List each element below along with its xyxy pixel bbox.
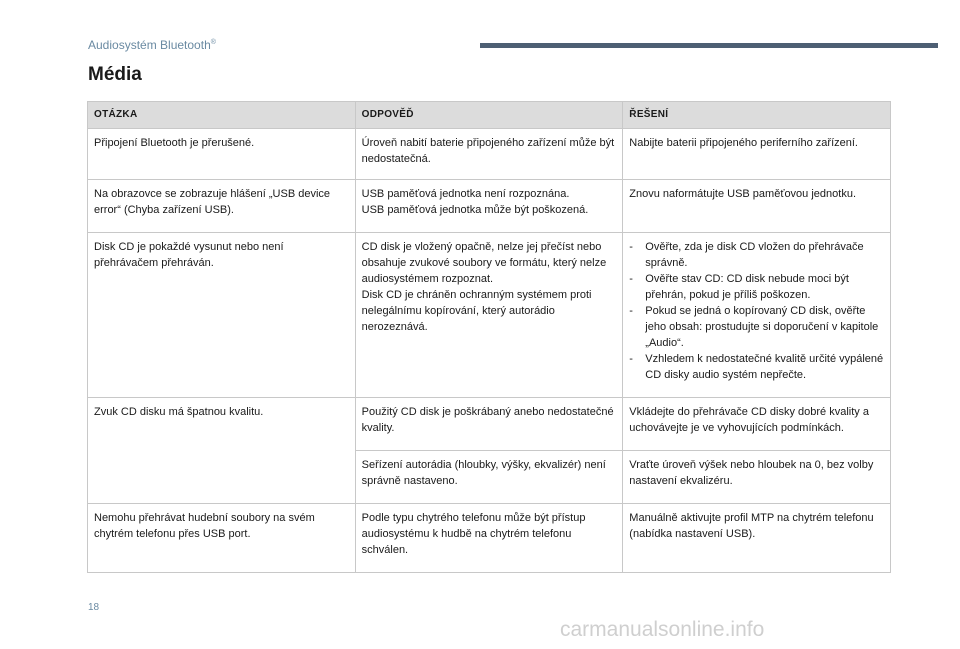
question-cell bbox=[88, 180, 356, 233]
header-accent-bar bbox=[480, 43, 938, 48]
solution-list-item: - Ověřte stav CD: CD disk nebude moci být přehrán, pokud je příliš poškozen. bbox=[629, 271, 884, 303]
column-header-question: OTÁZKA bbox=[88, 102, 356, 129]
registered-mark: ® bbox=[210, 39, 216, 46]
answer-cell bbox=[355, 398, 623, 451]
solution-cell bbox=[623, 129, 891, 180]
solution-list bbox=[629, 239, 884, 383]
answer-text: USB paměťová jednotka může být poškozená. bbox=[361, 204, 589, 216]
answer-text: Použitý CD disk je poškrábaný anebo nedostatečné kvality. bbox=[361, 406, 614, 434]
table-row bbox=[88, 129, 891, 180]
question-cell bbox=[88, 504, 356, 573]
question-text: Zvuk CD disku má špatnou kvalitu. bbox=[94, 406, 264, 418]
question-text: Na obrazovce se zobrazuje hlášení „USB device error“ (Chyba zařízení USB). bbox=[94, 188, 331, 216]
answer-cell bbox=[355, 233, 623, 398]
solution-cell bbox=[623, 233, 891, 398]
solution-list-item: - Ověřte, zda je disk CD vložen do přehrávače správně. bbox=[629, 239, 884, 271]
question-text: Připojení Bluetooth je přerušené. bbox=[94, 137, 255, 149]
question-text: Disk CD je pokaždé vysunut nebo není přehrávačem přehráván. bbox=[94, 241, 284, 269]
troubleshooting-table bbox=[87, 101, 891, 573]
answer-text: Disk CD je chráněn ochranným systémem proti nelegálnímu kopírování, který autorádio nerozeznává. bbox=[361, 289, 592, 333]
solution-text: Nabijte baterii připojeného periferního zařízení. bbox=[629, 137, 858, 149]
column-header-answer: ODPOVĚĎ bbox=[355, 102, 623, 129]
question-cell bbox=[88, 129, 356, 180]
answer-cell bbox=[355, 129, 623, 180]
solution-cell bbox=[623, 180, 891, 233]
solution-cell bbox=[623, 451, 891, 504]
table-row bbox=[88, 233, 891, 398]
question-text: Nemohu přehrávat hudební soubory na svém chytrém telefonu přes USB port. bbox=[94, 512, 315, 540]
watermark: carmanualsonline.info bbox=[560, 618, 765, 641]
answer-text: Úroveň nabití baterie připojeného zařízení může být nedostatečná. bbox=[361, 137, 615, 165]
section-label-text: Audiosystém Bluetooth bbox=[88, 38, 211, 52]
table-row bbox=[88, 398, 891, 451]
answer-cell bbox=[355, 504, 623, 573]
solution-text: Znovu naformátujte USB paměťovou jednotku. bbox=[629, 188, 856, 200]
answer-cell bbox=[355, 180, 623, 233]
page-title: Média bbox=[88, 64, 142, 85]
answer-text: USB paměťová jednotka není rozpoznána. bbox=[361, 188, 570, 200]
table-header-row bbox=[88, 102, 891, 129]
page-number: 18 bbox=[88, 602, 100, 613]
question-cell bbox=[88, 233, 356, 398]
section-label bbox=[88, 38, 216, 52]
solution-text: Manuálně aktivujte profil MTP na chytrém telefonu (nabídka nastavení USB). bbox=[629, 512, 874, 540]
solution-cell bbox=[623, 504, 891, 573]
solution-text: Vraťte úroveň výšek nebo hloubek na 0, bez volby nastavení ekvalizéru. bbox=[629, 459, 874, 487]
solution-text: Vkládejte do přehrávače CD disky dobré kvality a uchovávejte je ve vyhovujících podmínkách. bbox=[629, 406, 869, 434]
solution-list-item: - Vzhledem k nedostatečné kvalitě určité vypálené CD disky audio systém nepřečte. bbox=[629, 351, 884, 383]
column-header-solution: ŘEŠENÍ bbox=[623, 102, 891, 129]
table-row bbox=[88, 180, 891, 233]
answer-cell bbox=[355, 451, 623, 504]
answer-text: Podle typu chytrého telefonu může být přístup audiosystému k hudbě na chytrém telefonu schválen. bbox=[361, 512, 586, 556]
table-row bbox=[88, 504, 891, 573]
answer-text: Seřízení autorádia (hloubky, výšky, ekvalizér) není správně nastaveno. bbox=[361, 459, 606, 487]
answer-text: CD disk je vložený opačně, nelze jej přečíst nebo obsahuje zvukové soubory ve formátu, který nelze audiosystémem rozpoznat. bbox=[361, 241, 607, 285]
question-cell bbox=[88, 398, 356, 504]
solution-cell bbox=[623, 398, 891, 451]
solution-list-item: - Pokud se jedná o kopírovaný CD disk, ověřte jeho obsah: prostudujte si doporučení v kapitole „Audio“. bbox=[629, 303, 884, 351]
